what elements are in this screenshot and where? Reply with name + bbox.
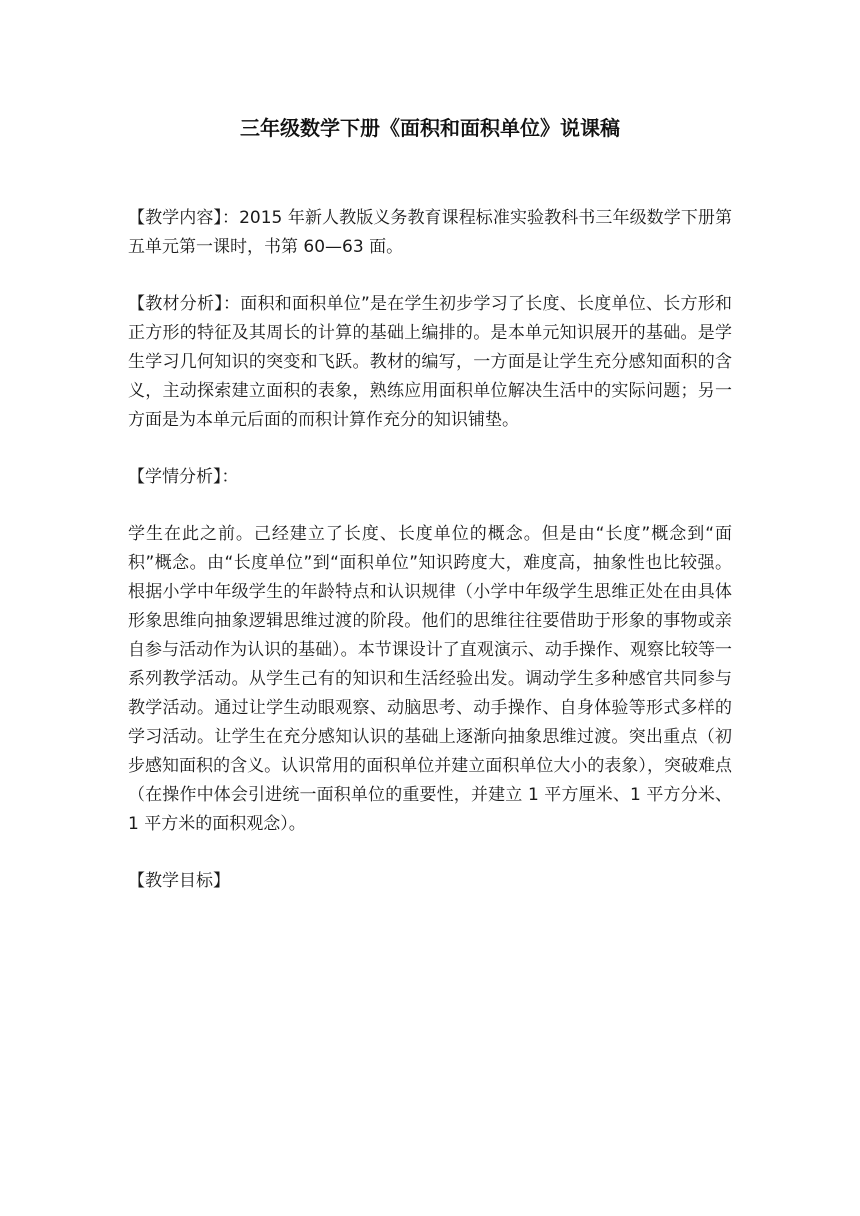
section-label: 【教学内容】 <box>128 208 223 228</box>
paragraph-text: ： <box>221 467 239 487</box>
paragraph-student-analysis-heading <box>128 463 732 492</box>
paragraph-teaching-objectives <box>128 867 732 896</box>
section-label: 【教学目标】 <box>128 871 230 891</box>
paragraph-teaching-content <box>128 204 732 262</box>
document-body <box>128 204 732 896</box>
paragraph-student-analysis <box>128 520 732 839</box>
paragraph-material-analysis <box>128 290 732 435</box>
paragraph-text: ：2015 年新人教版义务教育课程标准实验教科书三年级数学下册第五单元第一课时，书第 60—63 面。 <box>128 208 732 257</box>
paragraph-text: 学生在此之前。己经建立了长度、长度单位的概念。但是由“长度”概念到“面积”概念。由“长度单位”到“面积单位”知识跨度大，难度高，抽象性也比较强。根据小学中年级学生的年龄特点和认识规律（小学中年级学生思维正处在由具体形象思维向抽象逻辑思维过渡的阶段。他们的思维往往要借助于形象的事物或亲自参与活动作为认识的基础）。本节课设计了直观演示、动手操作、观察比较等一系列教学活动。从学生己有的知识和生活经验出发。调动学生多种感官共同参与教学活动。通过让学生动眼观察、动脑思考、动手操作、自身体验等形式多样的学习活动。让学生在充分感知认识的基础上逐渐向抽象思维过渡。突出重点（初步感知面积的含义。认识常用的面积单位并建立面积单位大小的表象），突破难点（在操作中体会引进统一面积单位的重要性，并建立 1 平方厘米、1 平方分米、1 平方米的面积观念）。 <box>128 524 732 834</box>
section-label: 【教材分析】 <box>128 294 223 314</box>
document-title: 三年级数学下册《面积和面积单位》说课稿 <box>240 116 620 140</box>
section-label: 【学情分析】 <box>128 467 222 487</box>
paragraph-text: ：面积和面积单位”是在学生初步学习了长度、长度单位、长方形和正方形的特征及其周长的计算的基础上编排的。是本单元知识展开的基础。是学生学习几何知识的突变和飞跃。教材的编写，一方面是让学生充分感知面积的含义，主动探索建立面积的表象，熟练应用面积单位解决生活中的实际问题；另一方面是为本单元后面的而积计算作充分的知识铺垫。 <box>128 294 733 430</box>
